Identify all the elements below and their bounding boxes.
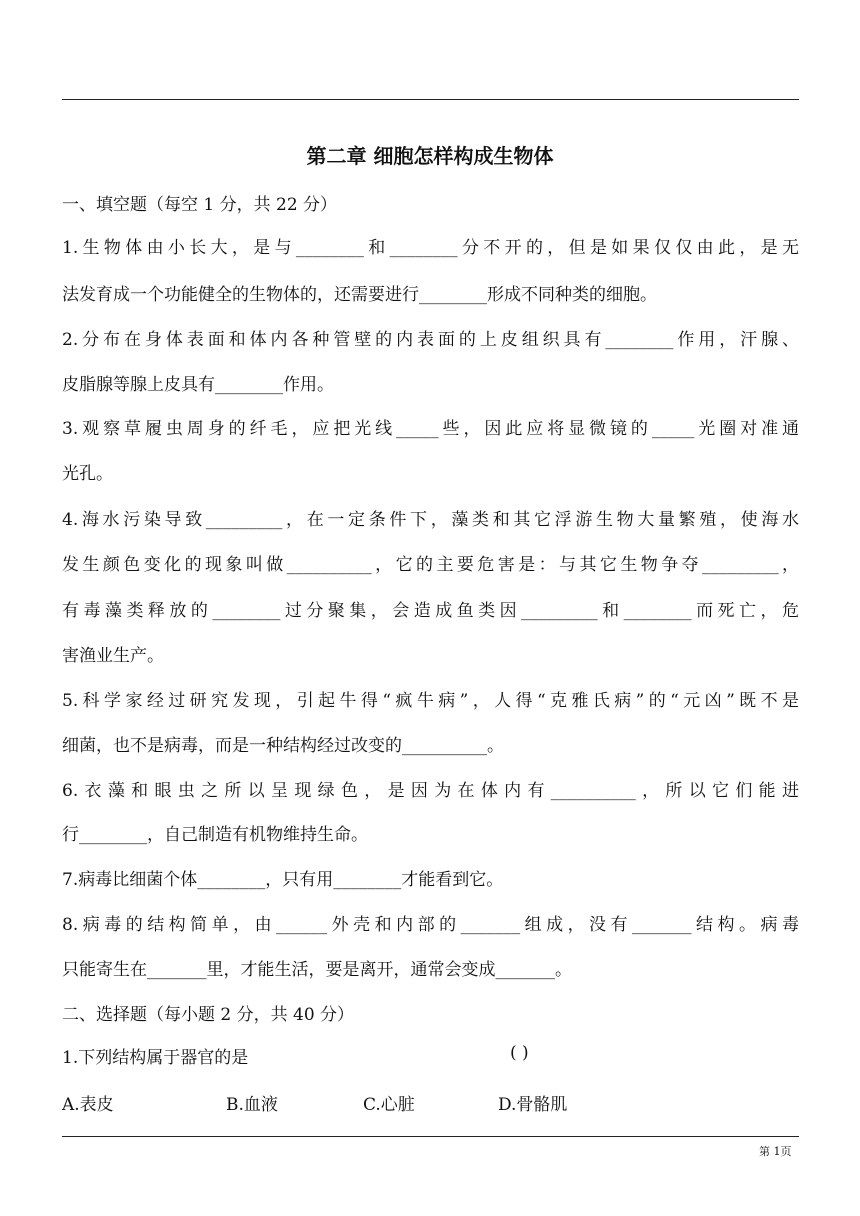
question-line: 7.病毒比细菌个体________，只有用________才能看到它。 xyxy=(62,870,504,890)
question-line: 有毒藻类释放的________过分聚集，会造成鱼类因_________和________而死亡，危 xyxy=(62,601,799,621)
option-d: D.骨骼肌 xyxy=(498,1095,568,1115)
chapter-title: 第二章 细胞怎样构成生物体 xyxy=(306,144,554,168)
question-line: 害渔业生产。 xyxy=(62,646,164,666)
choice-question-text: 1.下列结构属于器官的是 xyxy=(62,1048,249,1068)
question-line: 1.生物体由小长大，是与________和________分不开的，但是如果仅仅由此，是无 xyxy=(62,238,799,258)
question-line: 细菌，也不是病毒，而是一种结构经过改变的__________。 xyxy=(62,736,504,756)
question-line: 5.科学家经过研究发现，引起牛得“疯牛病”，人得“克雅氏病”的“元凶”既不是 xyxy=(62,691,799,711)
question-line: 6.衣藻和眼虫之所以呈现绿色，是因为在体内有__________，所以它们能进 xyxy=(62,781,799,801)
question-line: 发生颜色变化的现象叫做__________，它的主要危害是：与其它生物争夺_________， xyxy=(62,555,799,575)
option-b: B.血液 xyxy=(226,1095,278,1115)
option-a: A.表皮 xyxy=(62,1095,114,1115)
answer-bracket[interactable]: ( ) xyxy=(510,1043,529,1063)
question-line: 光孔。 xyxy=(62,464,113,484)
question-line: 法发育成一个功能健全的生物体的，还需要进行________形成不同种类的细胞。 xyxy=(62,285,657,305)
header-rule xyxy=(62,99,799,100)
question-line: 行________，自己制造有机物维持生命。 xyxy=(62,825,368,845)
option-c: C.心脏 xyxy=(363,1095,415,1115)
question-line: 3.观察草履虫周身的纤毛，应把光线_____些，因此应将显微镜的_____光圈对准通 xyxy=(62,419,799,439)
footer-rule xyxy=(62,1136,799,1137)
question-line: 皮脂腺等腺上皮具有________作用。 xyxy=(62,375,334,395)
question-line: 2.分布在身体表面和体内各种管壁的内表面的上皮组织具有________作用，汗腺、 xyxy=(62,330,799,350)
page-number: 第 1页 xyxy=(759,1145,792,1158)
question-line: 只能寄生在_______里，才能生活，要是离开，通常会变成_______。 xyxy=(62,960,572,980)
question-line: 8.病毒的结构简单，由______外壳和内部的_______组成，没有_______结构。病毒 xyxy=(62,915,799,935)
section-heading-fill-blank: 一、填空题（每空 1 分，共 22 分） xyxy=(62,195,338,215)
section-heading-choice: 二、选择题（每小题 2 分，共 40 分） xyxy=(62,1005,355,1025)
question-line: 4.海水污染导致_________，在一定条件下，藻类和其它浮游生物大量繁殖，使海水 xyxy=(62,510,799,530)
